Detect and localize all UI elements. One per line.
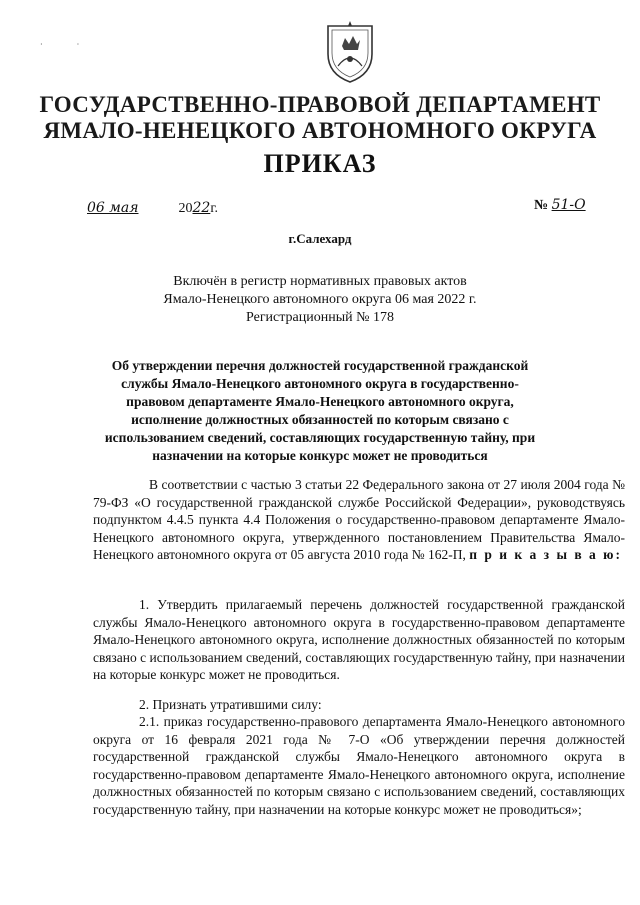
decree-word: п р и к а з ы в а ю: [469, 547, 622, 562]
document-number [534, 197, 586, 214]
registration-line1: Включён в регистр нормативных правовых актов [173, 274, 467, 289]
registration-line3: Регистрационный № 178 [246, 310, 394, 325]
coat-of-arms-icon [322, 20, 378, 84]
number-handwritten: 51-О [551, 197, 586, 213]
scan-specks: · · [40, 40, 96, 49]
registration-line2: Ямало-Ненецкого автономного округа 06 мая 2022 г. [163, 292, 477, 307]
document-date [87, 200, 218, 217]
item-2-paragraph: 2. Признать утратившими силу: [139, 697, 322, 712]
order-title: Об утверждении перечня должностей государственной гражданской службы Ямало-Ненецкого автономного округа в государственно-правовом департаменте Ямало-Ненецкого автономного округа, исполнение должностных обязанностей по которым связано с использованием сведений, составляющих государственную тайну, при назначении на которые конкурс может не проводиться [104, 358, 536, 463]
preamble-paragraph [93, 476, 625, 564]
registration-stamp [0, 273, 640, 327]
date-year-handwritten: 22 [192, 200, 211, 216]
date-year-suffix: г. [210, 201, 218, 216]
city: г.Салехард [288, 231, 352, 246]
number-prefix: № [534, 198, 549, 213]
date-day-handwritten: 06 мая [87, 200, 139, 216]
item-2-1-paragraph: 2.1. приказ государственно-правового департамента Ямало-Ненецкого автономного округа от 16 февраля 2021 года № 7-О «Об утверждении перечня должностей государственной гражданской службы Ямало-Ненецкого автономного округа в государственно-правовом департаменте Ямало-Ненецкого автономного округа, исполнение должностных обязанностей по которым связано с использованием сведений, составляющих государственную тайну, при назначении на которые конкурс может не проводиться»; [93, 714, 625, 817]
department-name-line1: ГОСУДАРСТВЕННО-ПРАВОВОЙ ДЕПАРТАМЕНТ [39, 92, 601, 117]
date-year-prefix: 20 [178, 201, 193, 216]
preamble-text: В соответствии с частью 3 статьи 22 Федерального закона от 27 июля 2004 года № 79-ФЗ «О государственной гражданской службе Российской Федерации», руководствуясь подпунктом 4.4.5 пункта 4.4 Положения о государственно-правовом департаменте Ямало-Ненецкого автономного округа, утвержденного постановлением Правительства Ямало-Ненецкого автономного округа от 05 августа 2010 года № 162-П, [93, 477, 625, 562]
department-name-line2: ЯМАЛО-НЕНЕЦКОГО АВТОНОМНОГО ОКРУГА [43, 118, 597, 143]
document-type: ПРИКАЗ [263, 149, 377, 178]
item-1-paragraph: 1. Утвердить прилагаемый перечень должностей государственной гражданской службы Ямало-Ненецкого автономного округа в государственно-правовом департаменте Ямало-Ненецкого автономного округа, исполнение должностных обязанностей по которым связано с использованием сведений, составляющих государственную тайну, при назначении на которые конкурс может не проводиться. [93, 597, 625, 682]
